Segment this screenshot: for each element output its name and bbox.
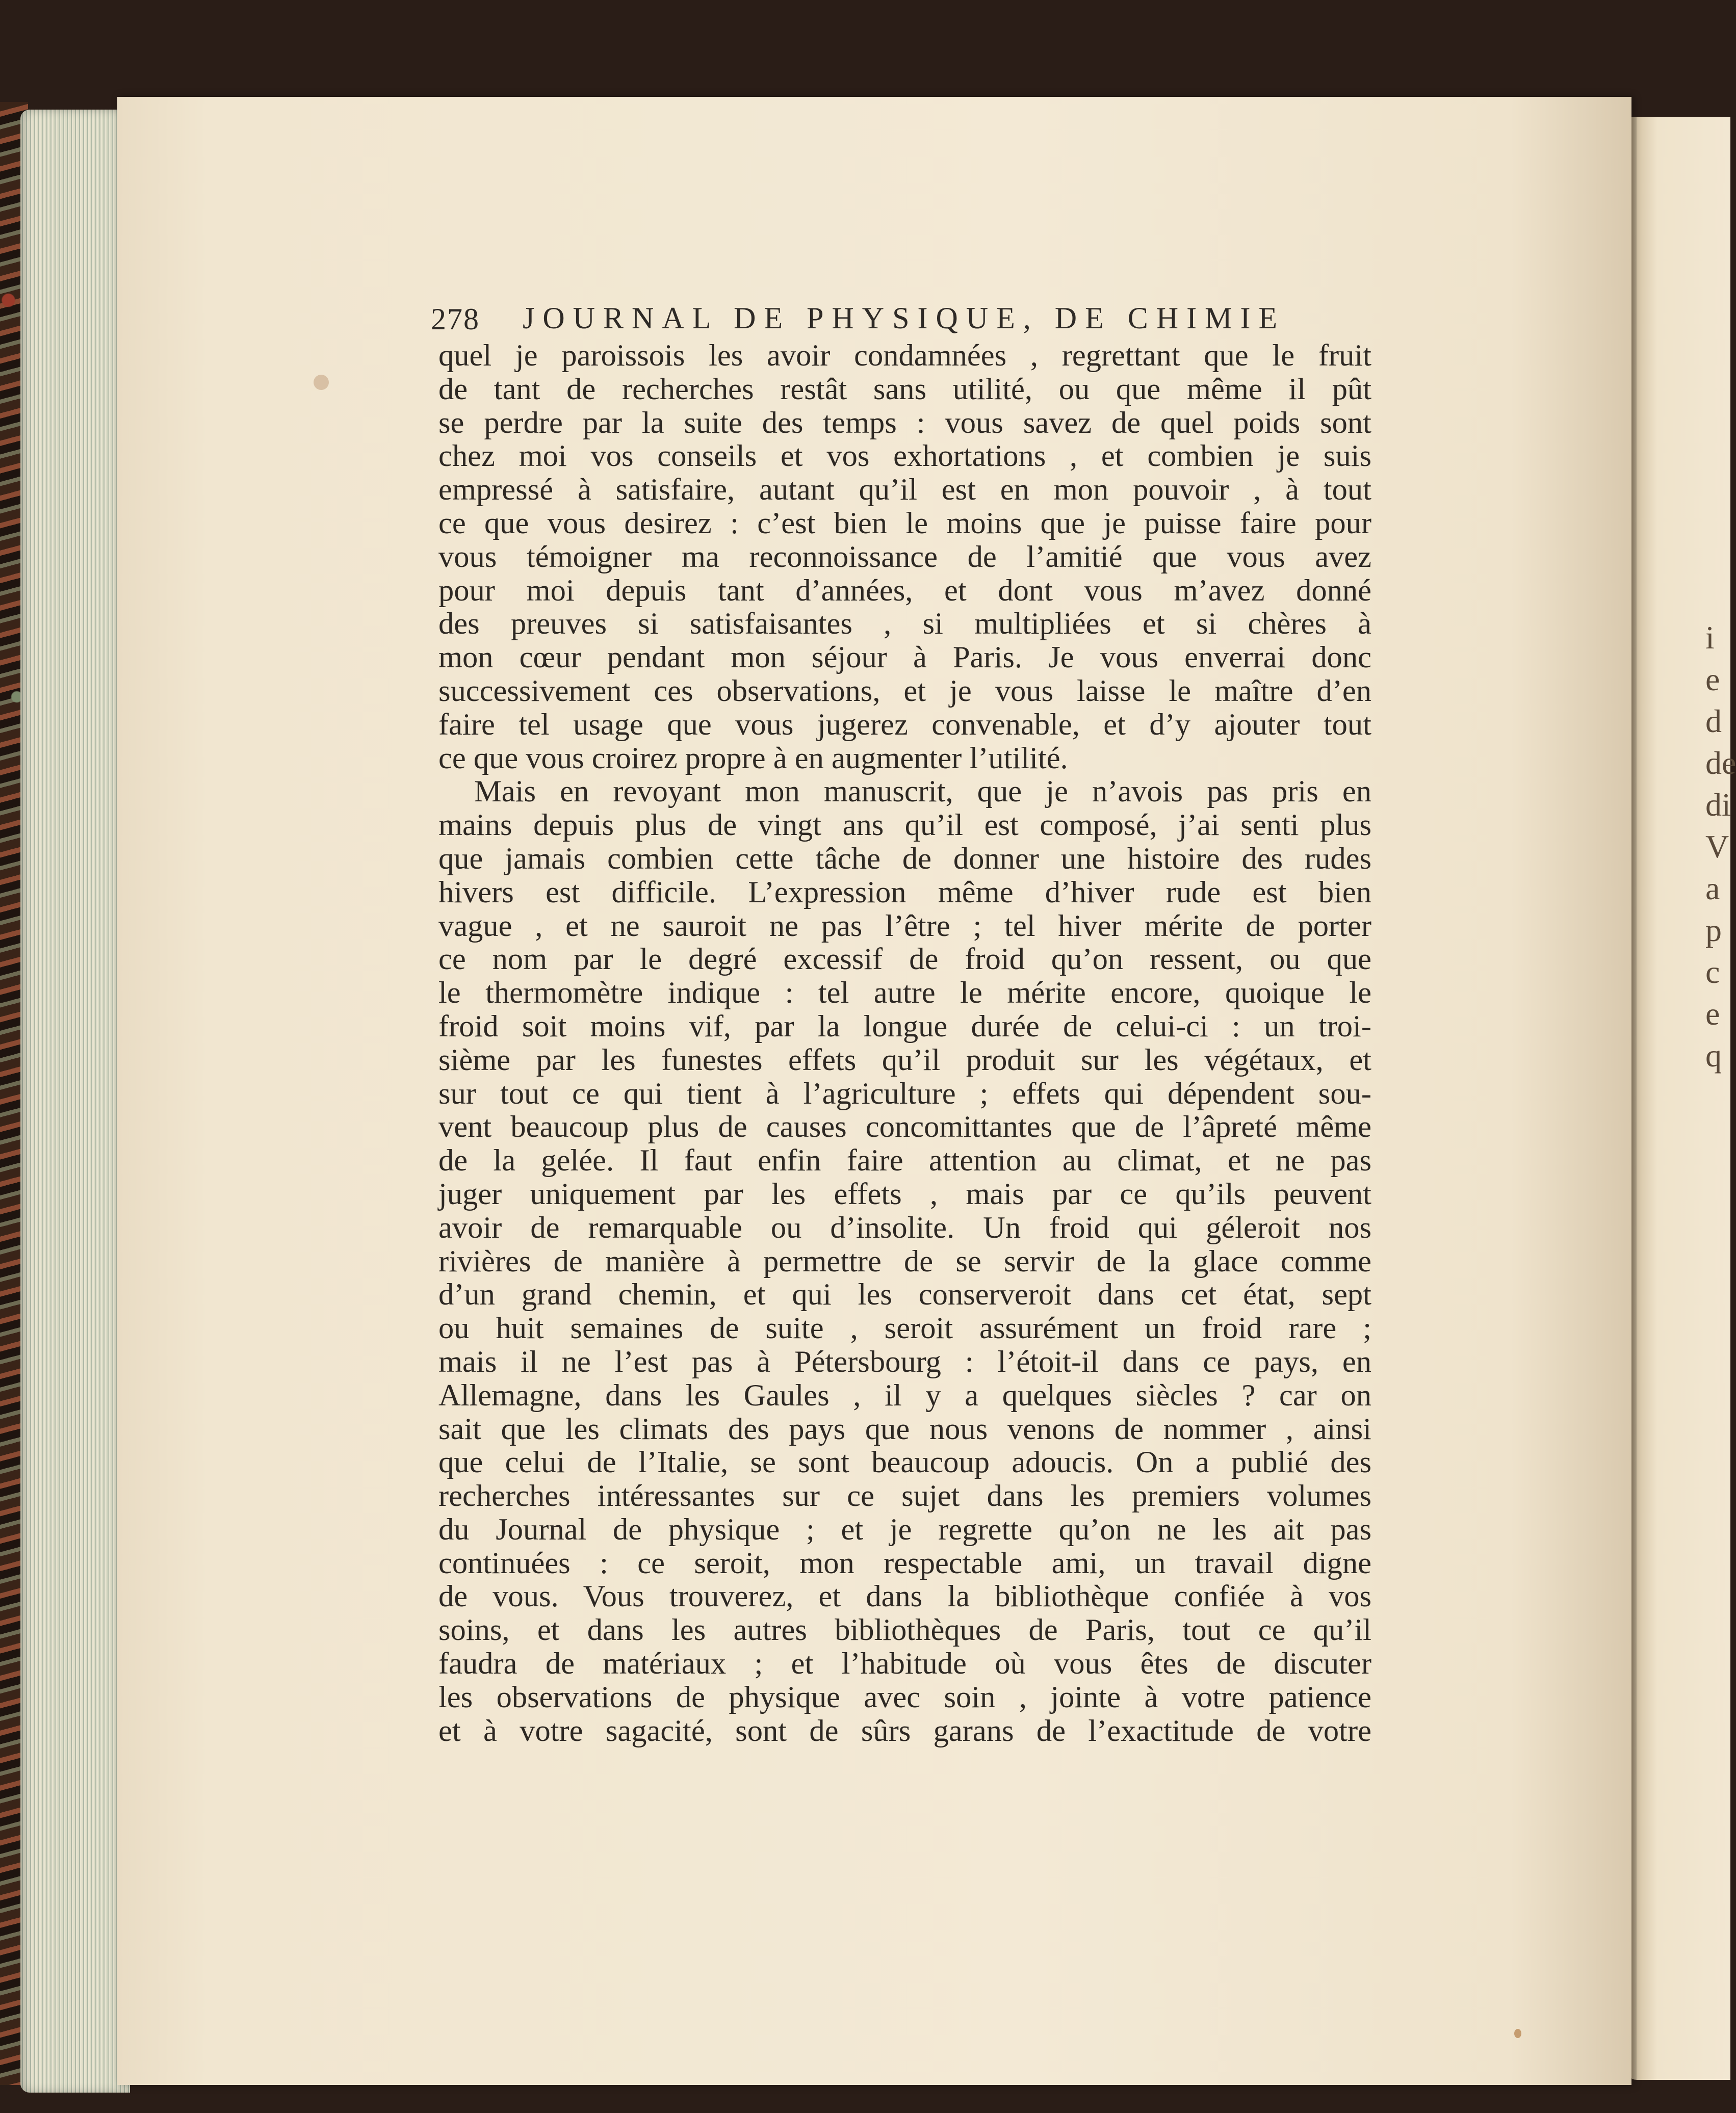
text-line: froid soit moins vif, par la longue durée de celui-ci : un troi- <box>438 1009 1371 1044</box>
text-line: successivement ces observations, et je vous laisse le maître d’en <box>438 673 1371 708</box>
facing-page-text-fragments: i e d de di V a p c e q <box>1705 619 1736 1074</box>
text-line: juger uniquement par les effets , mais par ce qu’ils peuvent <box>438 1177 1371 1211</box>
text-line: que jamais combien cette tâche de donner une histoire des rudes <box>438 841 1371 876</box>
text-line: de la gelée. Il faut enfin faire attention au climat, et ne pas <box>438 1143 1371 1178</box>
foxing-spot <box>1514 2029 1521 2038</box>
facing-page <box>1626 117 1736 2080</box>
text-line: des preuves si satisfaisantes , si multipliées et si chères à <box>438 607 1371 641</box>
text-line: de vous. Vous trouverez, et dans la bibliothèque confiée à vos <box>438 1579 1371 1614</box>
text-line: mais il ne l’est pas à Pétersbourg : l’étoit-il dans ce pays, en <box>438 1344 1371 1379</box>
page-number: 278 <box>431 302 480 336</box>
text-line: les observations de physique avec soin , jointe à votre patience <box>438 1680 1371 1714</box>
text-line: de tant de recherches restât sans utilité, ou que même il pût <box>438 372 1371 406</box>
text-line: chez moi vos conseils et vos exhortations , et combien je suis <box>438 439 1371 474</box>
body-text <box>438 339 1371 1747</box>
text-line: sait que les climats des pays que nous venons de nommer , ainsi <box>438 1412 1371 1446</box>
text-line: avoir de remarquable ou d’insolite. Un froid qui géleroit nos <box>438 1210 1371 1245</box>
text-line: empressé à satisfaire, autant qu’il est en mon pouvoir , à tout <box>438 473 1371 507</box>
text-line: mon cœur pendant mon séjour à Paris. Je vous enverrai donc <box>438 640 1371 675</box>
text-line: recherches intéressantes sur ce sujet dans les premiers volumes <box>438 1479 1371 1514</box>
foxing-spot <box>314 375 329 390</box>
text-line: vague , et ne sauroit ne pas l’être ; tel hiver mérite de porter <box>438 908 1371 943</box>
paragraph-end-line: ce que vous croirez propre à en augmenter l’utilité. <box>438 741 1068 775</box>
text-line: vous témoigner ma reconnoissance de l’amitié que vous avez <box>438 539 1371 574</box>
text-line: soins, et dans les autres bibliothèques de Paris, tout ce qu’il <box>438 1613 1371 1648</box>
text-line: que celui de l’Italie, se sont beaucoup adoucis. On a publié des <box>438 1445 1371 1480</box>
text-line: pour moi depuis tant d’années, et dont vous m’avez donné <box>438 573 1371 608</box>
text-line: mains depuis plus de vingt ans qu’il est composé, j’ai senti plus <box>438 808 1371 843</box>
text-line: d’un grand chemin, et qui les conserveroit dans cet état, sept <box>438 1277 1371 1312</box>
text-line: faire tel usage que vous jugerez convenable, et d’y ajouter tout <box>438 707 1371 742</box>
text-line: Allemagne, dans les Gaules , il y a quelques siècles ? car on <box>438 1378 1371 1413</box>
text-line: vent beaucoup plus de causes concomittantes que de l’âpreté même <box>438 1110 1371 1144</box>
text-line: faudra de matériaux ; et l’habitude où vous êtes de discuter <box>438 1647 1371 1681</box>
text-line: continuées : ce seroit, mon respectable ami, un travail digne <box>438 1546 1371 1580</box>
paragraph-start-line: Mais en revoyant mon manuscrit, que je n’avois pas pris en <box>474 774 1371 809</box>
text-line: du Journal de physique ; et je regrette qu’on ne les ait pas <box>438 1512 1371 1547</box>
running-title: JOURNAL DE PHYSIQUE, DE CHIMIE <box>523 301 1286 335</box>
text-line: le thermomètre indique : tel autre le mérite encore, quoique le <box>438 976 1371 1010</box>
text-line: hivers est difficile. L’expression même d’hiver rude est bien <box>438 875 1371 909</box>
text-line: sur tout ce qui tient à l’agriculture ; effets qui dépendent sou- <box>438 1076 1371 1111</box>
text-line: ce que vous desirez : c’est bien le moins que je puisse faire pour <box>438 506 1371 540</box>
text-line: rivières de manière à permettre de se servir de la glace comme <box>438 1244 1371 1279</box>
text-line: ce nom par le degré excessif de froid qu’on ressent, ou que <box>438 942 1371 977</box>
text-line: se perdre par la suite des temps : vous savez de quel poids sont <box>438 405 1371 440</box>
text-line: quel je paroissois les avoir condamnées , regrettant que le fruit <box>438 338 1371 373</box>
book-page-edges <box>20 110 130 2093</box>
text-line: ou huit semaines de suite , seroit assurément un froid rare ; <box>438 1311 1371 1346</box>
text-line: sième par les funestes effets qu’il produit sur les végétaux, et <box>438 1042 1371 1077</box>
text-line: et à votre sagacité, sont de sûrs garans de l’exactitude de votre <box>438 1713 1371 1748</box>
